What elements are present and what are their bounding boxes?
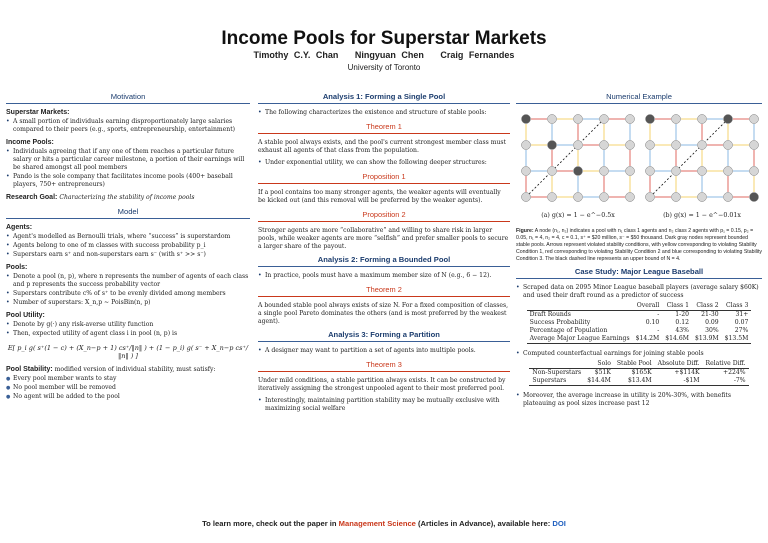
table-cell: $51K bbox=[594, 369, 611, 376]
table-cell: $13.5M bbox=[722, 335, 752, 344]
figure-caption bbox=[516, 228, 762, 263]
column-middle bbox=[258, 92, 510, 414]
table-cell: $165K bbox=[631, 369, 652, 376]
earnings-table bbox=[529, 360, 748, 386]
section-heading-case-study: Case Study: Major League Baseball bbox=[516, 267, 762, 279]
pool-grid-figure-b bbox=[642, 109, 762, 209]
theorem-3-heading: Theorem 3 bbox=[258, 360, 510, 372]
pool-node bbox=[750, 141, 759, 150]
pool-node bbox=[698, 115, 707, 124]
table-header-cell: Overall bbox=[633, 302, 663, 311]
theorem-2-text: A bounded stable pool always exists of size N. For a fixed composition of classes, a single pool Pareto dominates the others (and is most preferred by the weakest agent). bbox=[258, 302, 509, 325]
pool-node bbox=[646, 167, 655, 176]
pool-node bbox=[698, 167, 707, 176]
pool-node bbox=[574, 141, 583, 150]
list-item: • A small portion of individuals earning disproportionately large salaries compared to their peers (e.g., sports, entrepreneurship, entertainment) bbox=[6, 118, 250, 134]
footer-middle: (Articles in Advance), available here: bbox=[418, 519, 551, 528]
table-header-cell: Absolute Diff. bbox=[655, 360, 703, 369]
footer-prefix: To learn more, check out the paper in bbox=[202, 519, 337, 528]
pool-node bbox=[724, 167, 733, 176]
table-cell: $14.2M bbox=[633, 335, 663, 344]
table-cell: 43% bbox=[675, 327, 689, 334]
proposition-1-text: If a pool contains too many stronger agents, the weaker agents will eventually be kicked out (and this removal will be preferred by the weaker agents). bbox=[258, 189, 501, 204]
doi-link[interactable]: DOI bbox=[552, 519, 566, 528]
table-header-cell: Stable Pool bbox=[614, 360, 655, 369]
pool-node bbox=[522, 141, 531, 150]
pool-node bbox=[548, 115, 557, 124]
table-cell: Superstars bbox=[529, 377, 584, 386]
theorem-1-text: A stable pool always exists, and the pool's current strongest member class must exhaust all agents of that class from the population. bbox=[258, 139, 506, 154]
theorem-3-text: Under mild conditions, a stable partition always exists. It can be constructed by iteratively assigning the strongest unpooled agent to their most preferred pool. bbox=[258, 377, 506, 392]
author-name: Timothy C.Y. Chan bbox=[253, 50, 339, 60]
table-cell: Average Major League Earnings bbox=[527, 335, 633, 344]
agents-list bbox=[6, 233, 250, 259]
pool-node bbox=[600, 193, 609, 202]
income-pools-list bbox=[6, 148, 250, 189]
section-heading-model: Model bbox=[6, 207, 250, 219]
column-left bbox=[6, 92, 250, 402]
research-goal-text: Characterizing the stability of income pools bbox=[59, 194, 195, 201]
pool-node bbox=[522, 167, 531, 176]
table-cell: Percentage of Population bbox=[529, 327, 608, 334]
label-superstar-markets: Superstar Markets: bbox=[6, 109, 70, 116]
list-item: • Superstars earn s⁺ and non-superstars earn s⁻ (with s⁺ >> s⁻) bbox=[6, 251, 250, 259]
utility-list bbox=[6, 321, 250, 338]
table-cell: $14.4M bbox=[584, 377, 614, 386]
pool-node bbox=[724, 115, 733, 124]
author-name: Craig Fernandes bbox=[440, 50, 515, 60]
label-research-goal: Research Goal: bbox=[6, 194, 58, 201]
list-item: • Superstars contribute c% of s⁺ to be evenly divided among members bbox=[6, 290, 250, 298]
table-cell: -7% bbox=[703, 377, 749, 386]
list-item: • Denote a pool (n, p), where n represents the number of agents of each class and p represents the success probability vector bbox=[6, 273, 250, 289]
label-pool-stability: Pool Stability: bbox=[6, 366, 53, 373]
pool-node bbox=[646, 193, 655, 202]
pool-node bbox=[750, 193, 759, 202]
pool-node bbox=[600, 141, 609, 150]
label-pools: Pools: bbox=[6, 264, 28, 271]
author-list bbox=[0, 50, 768, 60]
poster-header bbox=[0, 0, 768, 86]
pool-node bbox=[750, 115, 759, 124]
figure-panel bbox=[516, 109, 762, 224]
table-row bbox=[527, 319, 752, 327]
pool-node bbox=[574, 167, 583, 176]
pool-node bbox=[646, 141, 655, 150]
list-item: • Denote by g(·) any risk-averse utility function bbox=[6, 321, 250, 329]
table-cell: 0.07 bbox=[734, 319, 749, 326]
label-agents: Agents: bbox=[6, 224, 33, 231]
table-row bbox=[527, 335, 752, 344]
pool-stability bbox=[6, 366, 250, 373]
table-cell: Non-Superstars bbox=[532, 369, 582, 376]
list-item: ● Every pool member wants to stay bbox=[6, 375, 250, 383]
list-item: • Individuals agreeing that if any one of them reaches a particular future salary or hits a particular career milestone, a portion of their earnings will be shared amongst all pool members bbox=[6, 148, 250, 172]
list-item: • Scraped data on 2095 Minor League baseball players (average salary $60K) and used their draft round as a predictor of success bbox=[516, 284, 762, 300]
list-item: • Interestingly, maintaining partition stability may be mutually exclusive with maximizing social welfare bbox=[258, 397, 510, 413]
bound-line bbox=[526, 119, 604, 197]
table-cell: 0.09 bbox=[705, 319, 719, 326]
table-row bbox=[527, 327, 752, 335]
list-item: • Agents belong to one of m classes with success probability p_i bbox=[6, 242, 250, 250]
journal-name: Management Science bbox=[338, 519, 416, 528]
table-cell: 1-20 bbox=[675, 311, 689, 318]
pool-node bbox=[672, 193, 681, 202]
superstar-list bbox=[6, 118, 250, 134]
list-item: • Under exponential utility, we can show the following deeper structures: bbox=[258, 159, 510, 167]
pool-node bbox=[548, 167, 557, 176]
table-header-cell: Relative Diff. bbox=[703, 360, 749, 369]
table-cell: $13.4M bbox=[614, 377, 655, 386]
column-right bbox=[516, 92, 762, 409]
affiliation: University of Toronto bbox=[347, 63, 421, 72]
section-heading-analysis-2: Analysis 2: Forming a Bounded Pool bbox=[258, 255, 510, 267]
pool-node bbox=[574, 115, 583, 124]
table-cell: 0.10 bbox=[645, 319, 660, 326]
proposition-2-text: Stronger agents are more “collaborative” and willing to share risk in larger pools, while weaker agents are more “selfish” and prefer smaller pools to secure a larger share of the payout. bbox=[258, 227, 509, 250]
table-cell: Draft Rounds bbox=[529, 311, 571, 318]
table-cell: - bbox=[657, 311, 660, 318]
table-cell: 27% bbox=[734, 327, 749, 334]
pool-node bbox=[698, 193, 707, 202]
table-cell: 0.12 bbox=[675, 319, 689, 326]
pool-node bbox=[672, 115, 681, 124]
table-row bbox=[529, 369, 748, 378]
pool-node bbox=[626, 193, 635, 202]
list-item: • Pando is the sole company that facilitates income pools (400+ baseball players, 750+ entrepreneurs) bbox=[6, 173, 250, 189]
table-header-cell: Class 2 bbox=[692, 302, 722, 311]
figure-a-caption: (a) g(x) = 1 − e^−0.5x bbox=[541, 212, 615, 219]
pool-node bbox=[522, 193, 531, 202]
section-heading-motivation: Motivation bbox=[6, 92, 250, 104]
pool-node bbox=[646, 115, 655, 124]
list-item: • Computed counterfactual earnings for joining stable pools bbox=[516, 350, 762, 358]
theorem-2-heading: Theorem 2 bbox=[258, 285, 510, 297]
class-statistics-table bbox=[527, 302, 752, 344]
table-header-cell bbox=[529, 360, 584, 369]
list-item: • Moreover, the average increase in utility is 20%-30%, with benefits plateauing as pool sizes increase past 12 bbox=[516, 392, 762, 408]
table-cell: $13.9M bbox=[692, 335, 722, 344]
pool-node bbox=[672, 167, 681, 176]
list-item: ● No agent will be added to the pool bbox=[6, 393, 250, 401]
proposition-1-heading: Proposition 1 bbox=[258, 172, 510, 184]
table-cell: +$114K bbox=[674, 369, 700, 376]
section-heading-analysis-1: Analysis 1: Forming a Single Pool bbox=[258, 92, 510, 104]
pool-grid-figure-a bbox=[518, 109, 638, 209]
table-header-row bbox=[527, 302, 752, 311]
table-cell: $14.6M bbox=[662, 335, 692, 344]
table-cell: 30% bbox=[705, 327, 719, 334]
figure-b-caption: (b) g(x) = 1 − e^−0.01x bbox=[663, 212, 741, 219]
table-row bbox=[527, 311, 752, 320]
list-item: • A designer may want to partition a set of agents into multiple pools. bbox=[258, 347, 510, 355]
table-header-cell: Class 3 bbox=[722, 302, 752, 311]
table-header-row bbox=[529, 360, 748, 369]
label-pool-utility: Pool Utility: bbox=[6, 312, 45, 319]
pool-node bbox=[724, 141, 733, 150]
pool-node bbox=[548, 193, 557, 202]
pool-node bbox=[548, 141, 557, 150]
table-header-cell: Class 1 bbox=[662, 302, 692, 311]
list-item: • Agent's modelled as Bernoulli trials, where “success” is superstardom bbox=[6, 233, 250, 241]
pools-list bbox=[6, 273, 250, 307]
figure-caption-label: Figure: bbox=[516, 228, 534, 234]
list-item: • Number of superstars: X_n,p ~ PoisBin(n, p) bbox=[6, 299, 250, 307]
table-header-cell: Solo bbox=[584, 360, 614, 369]
pool-node bbox=[600, 167, 609, 176]
research-goal bbox=[6, 194, 250, 201]
pool-node bbox=[626, 141, 635, 150]
table-cell: Success Probability bbox=[529, 319, 591, 326]
list-item: • The following characterizes the existence and structure of stable pools: bbox=[258, 109, 510, 117]
list-item: • In practice, pools must have a maximum member size of N (e.g., 6 − 12). bbox=[258, 272, 510, 280]
section-heading-analysis-3: Analysis 3: Forming a Partition bbox=[258, 330, 510, 342]
table-cell: +224% bbox=[723, 369, 746, 376]
proposition-2-heading: Proposition 2 bbox=[258, 210, 510, 222]
pool-node bbox=[724, 193, 733, 202]
utility-formula: E[ p_i g( s⁺(1 − c) + (X_n−p + 1) cs⁺/‖n‖ ) + (1 − p_i) g( s⁻ + X_n−p cs⁺/‖n‖ ) ] bbox=[7, 344, 249, 360]
figure-caption-text: A node (n₁, n₂) indicates a pool with n₁ class 1 agents and n₂ class 2 agents with p₁ = 0.15, p₂ = 0.05, n₁ = 4, n₂ = 4, c = 0.1, s⁺ = $20 million, s⁻ = $50 thousand. Dark gray nodes represent bounded stable pools. Arrows represent violated stability conditions, with yellow corresponding to violating Stability Condition 1, red corresponding to violating Stability Condition 2 and blue corresponding to violating Stability Condition 3. The black dashed line represents an upper bound of N = 4. bbox=[516, 228, 762, 262]
table-row bbox=[529, 377, 748, 386]
section-heading-numerical-example: Numerical Example bbox=[516, 92, 762, 104]
pool-node bbox=[750, 167, 759, 176]
list-item: ● No pool member will be removed bbox=[6, 384, 250, 392]
table-cell: 31+ bbox=[735, 311, 749, 318]
table-cell: -$1M bbox=[655, 377, 703, 386]
pool-node bbox=[600, 115, 609, 124]
poster-title: Income Pools for Superstar Markets bbox=[221, 28, 547, 49]
pool-node bbox=[626, 115, 635, 124]
table-cell: 21-30 bbox=[701, 311, 719, 318]
table-cell: - bbox=[657, 327, 660, 334]
list-item: • Then, expected utility of agent class i in pool (n, p) is bbox=[6, 330, 250, 338]
table-header-cell bbox=[527, 302, 633, 311]
footer bbox=[0, 519, 768, 528]
stability-list bbox=[6, 375, 250, 401]
pool-node bbox=[672, 141, 681, 150]
theorem-1-heading: Theorem 1 bbox=[258, 122, 510, 134]
pool-node bbox=[522, 115, 531, 124]
bound-line bbox=[650, 119, 728, 197]
label-income-pools: Income Pools: bbox=[6, 139, 54, 146]
author-name: Ningyuan Chen bbox=[354, 50, 424, 60]
pool-node bbox=[574, 193, 583, 202]
pool-stability-text: modified version of individual stability, must satisfy: bbox=[54, 366, 216, 373]
pool-node bbox=[698, 141, 707, 150]
pool-node bbox=[626, 167, 635, 176]
